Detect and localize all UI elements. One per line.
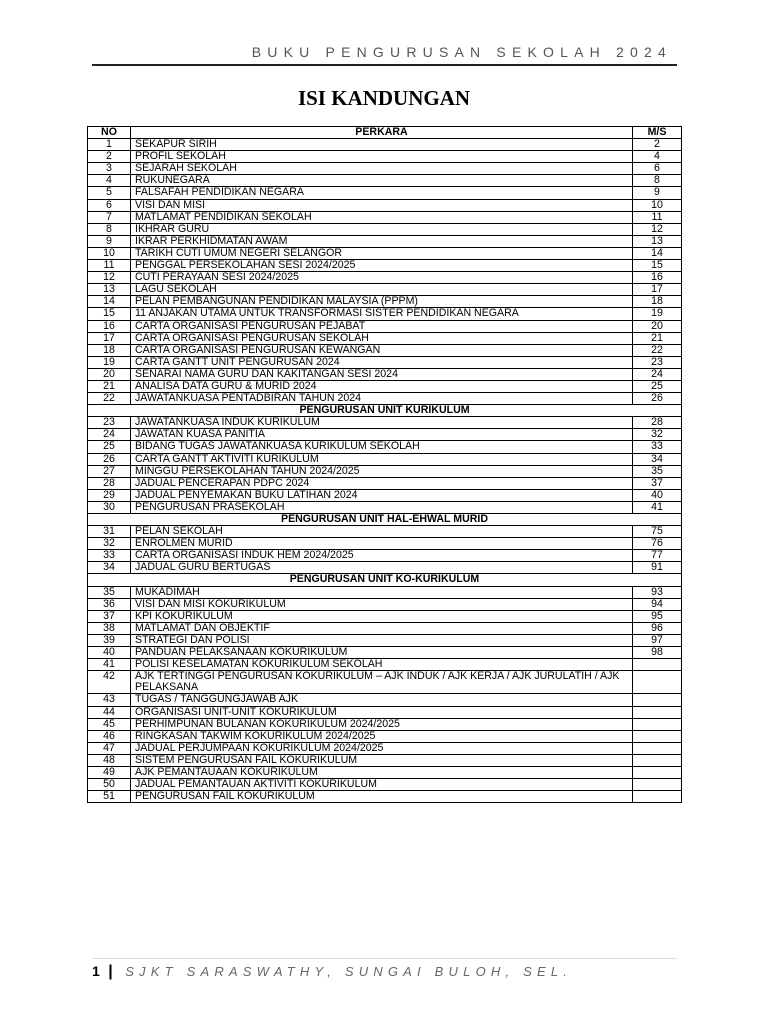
table-row	[88, 791, 682, 803]
table-row	[88, 754, 682, 766]
entry-number: 51	[88, 791, 131, 803]
entry-title: PELAN PEMBANGUNAN PENDIDIKAN MALAYSIA (PPPM)	[131, 296, 633, 308]
entry-title: BIDANG TUGAS JAWATANKUASA KURIKULUM SEKOLAH	[131, 441, 633, 453]
column-header-no: NO	[88, 127, 131, 139]
entry-number: 49	[88, 766, 131, 778]
entry-page: 21	[633, 332, 682, 344]
table-row	[88, 659, 682, 671]
entry-number: 9	[88, 235, 131, 247]
entry-title: PERHIMPUNAN BULANAN KOKURIKULUM 2024/2025	[131, 718, 633, 730]
entry-title: PENGURUSAN PRASEKOLAH	[131, 501, 633, 513]
entry-number: 46	[88, 730, 131, 742]
table-row	[88, 332, 682, 344]
entry-page: 11	[633, 211, 682, 223]
entry-title: PELAN SEKOLAH	[131, 526, 633, 538]
running-header: BUKU PENGURUSAN SEKOLAH 2024	[251, 44, 672, 60]
table-row	[88, 730, 682, 742]
entry-page: 16	[633, 272, 682, 284]
entry-number: 20	[88, 368, 131, 380]
entry-number: 5	[88, 187, 131, 199]
entry-number: 47	[88, 742, 131, 754]
entry-number: 48	[88, 754, 131, 766]
table-row	[88, 356, 682, 368]
entry-page: 2	[633, 139, 682, 151]
section-header-row	[88, 514, 682, 526]
entry-title: MINGGU PERSEKOLAHAN TAHUN 2024/2025	[131, 465, 633, 477]
school-name: SJKT SARASWATHY, SUNGAI BULOH, SEL.	[125, 964, 573, 979]
entry-title: ORGANISASI UNIT-UNIT KOKURIKULUM	[131, 706, 633, 718]
entry-page: 97	[633, 634, 682, 646]
entry-page: 95	[633, 610, 682, 622]
entry-number: 18	[88, 344, 131, 356]
entry-page: 18	[633, 296, 682, 308]
table-row	[88, 211, 682, 223]
entry-number: 41	[88, 659, 131, 671]
section-title: PENGURUSAN UNIT KURIKULUM	[88, 405, 682, 417]
table-row	[88, 526, 682, 538]
entry-title: PROFIL SEKOLAH	[131, 151, 633, 163]
entry-page: 20	[633, 320, 682, 332]
table-row	[88, 501, 682, 513]
table-row	[88, 247, 682, 259]
entry-number: 37	[88, 610, 131, 622]
section-title: PENGURUSAN UNIT HAL-EHWAL MURID	[88, 514, 682, 526]
entry-title: KPI KOKURIKULUM	[131, 610, 633, 622]
entry-number: 2	[88, 151, 131, 163]
table-row	[88, 779, 682, 791]
entry-number: 30	[88, 501, 131, 513]
entry-title: CARTA ORGANISASI PENGURUSAN PEJABAT	[131, 320, 633, 332]
entry-number: 21	[88, 380, 131, 392]
entry-title: PANDUAN PELAKSANAAN KOKURIKULUM	[131, 647, 633, 659]
entry-title: PENGGAL PERSEKOLAHAN SESI 2024/2025	[131, 260, 633, 272]
table-of-contents	[87, 126, 682, 803]
entry-number: 44	[88, 706, 131, 718]
entry-title: PENGURUSAN FAIL KOKURIKULUM	[131, 791, 633, 803]
entry-number: 29	[88, 489, 131, 501]
entry-title: RUKUNEGARA	[131, 175, 633, 187]
section-header-row	[88, 574, 682, 586]
entry-page	[633, 706, 682, 718]
entry-number: 50	[88, 779, 131, 791]
entry-page: 33	[633, 441, 682, 453]
entry-title: IKHRAR GURU	[131, 223, 633, 235]
entry-page: 75	[633, 526, 682, 538]
entry-title: JAWATANKUASA INDUK KURIKULUM	[131, 417, 633, 429]
entry-title: AJK TERTINGGI PENGURUSAN KOKURIKULUM – AJK INDUK / AJK KERJA / AJK JURULATIH / AJK PELAKSANA	[131, 671, 633, 694]
table-row	[88, 647, 682, 659]
entry-title: JADUAL PENYEMAKAN BUKU LATIHAN 2024	[131, 489, 633, 501]
table-row	[88, 610, 682, 622]
entry-page: 77	[633, 550, 682, 562]
table-row	[88, 260, 682, 272]
entry-page: 13	[633, 235, 682, 247]
entry-title: VISI DAN MISI	[131, 199, 633, 211]
table-row	[88, 175, 682, 187]
entry-number: 6	[88, 199, 131, 211]
entry-title: JADUAL PENCERAPAN PDPC 2024	[131, 477, 633, 489]
entry-page: 10	[633, 199, 682, 211]
table-row	[88, 671, 682, 694]
entry-page: 15	[633, 260, 682, 272]
entry-number: 34	[88, 562, 131, 574]
entry-number: 40	[88, 647, 131, 659]
entry-title: POLISI KESELAMATAN KOKURIKULUM SEKOLAH	[131, 659, 633, 671]
table-row	[88, 634, 682, 646]
page-number: 1	[92, 963, 100, 979]
entry-page: 35	[633, 465, 682, 477]
entry-number: 8	[88, 223, 131, 235]
entry-title: CARTA GANTT UNIT PENGURUSAN 2024	[131, 356, 633, 368]
table-row	[88, 308, 682, 320]
table-body	[88, 139, 682, 803]
entry-number: 3	[88, 163, 131, 175]
entry-page: 22	[633, 344, 682, 356]
entry-page: 12	[633, 223, 682, 235]
table-row	[88, 380, 682, 392]
entry-title: JADUAL PEMANTAUAN AKTIVITI KOKURIKULUM	[131, 779, 633, 791]
entry-page: 23	[633, 356, 682, 368]
entry-page: 34	[633, 453, 682, 465]
table-row	[88, 441, 682, 453]
entry-title: MATLAMAT PENDIDIKAN SEKOLAH	[131, 211, 633, 223]
table-row	[88, 272, 682, 284]
table-header-row	[88, 127, 682, 139]
page-footer	[92, 963, 572, 981]
entry-page: 9	[633, 187, 682, 199]
table-row	[88, 550, 682, 562]
footer-divider	[92, 958, 677, 959]
table-row	[88, 368, 682, 380]
entry-number: 10	[88, 247, 131, 259]
entry-page	[633, 694, 682, 706]
table-row	[88, 465, 682, 477]
entry-page: 93	[633, 586, 682, 598]
entry-page: 6	[633, 163, 682, 175]
entry-title: SEJARAH SEKOLAH	[131, 163, 633, 175]
page-title: ISI KANDUNGAN	[297, 86, 471, 110]
table-row	[88, 296, 682, 308]
entry-number: 42	[88, 671, 131, 694]
entry-page: 4	[633, 151, 682, 163]
entry-title: ENROLMEN MURID	[131, 538, 633, 550]
entry-number: 1	[88, 139, 131, 151]
entry-page	[633, 754, 682, 766]
entry-page: 40	[633, 489, 682, 501]
entry-page	[633, 766, 682, 778]
entry-number: 27	[88, 465, 131, 477]
entry-page: 76	[633, 538, 682, 550]
entry-page: 28	[633, 417, 682, 429]
entry-number: 17	[88, 332, 131, 344]
entry-title: JADUAL GURU BERTUGAS	[131, 562, 633, 574]
entry-page: 26	[633, 393, 682, 405]
entry-number: 36	[88, 598, 131, 610]
entry-number: 7	[88, 211, 131, 223]
table-row	[88, 706, 682, 718]
table-row	[88, 694, 682, 706]
entry-page	[633, 718, 682, 730]
footer-separator: |	[108, 963, 113, 980]
entry-title: JAWATAN KUASA PANITIA	[131, 429, 633, 441]
entry-page: 14	[633, 247, 682, 259]
entry-title: CARTA ORGANISASI PENGURUSAN KEWANGAN	[131, 344, 633, 356]
table-row	[88, 187, 682, 199]
entry-number: 13	[88, 284, 131, 296]
entry-page: 37	[633, 477, 682, 489]
entry-title: VISI DAN MISI KOKURIKULUM	[131, 598, 633, 610]
section-header-row	[88, 405, 682, 417]
entry-page: 24	[633, 368, 682, 380]
entry-number: 31	[88, 526, 131, 538]
header-divider	[92, 64, 677, 66]
entry-number: 28	[88, 477, 131, 489]
table-row	[88, 586, 682, 598]
table-row	[88, 622, 682, 634]
entry-number: 14	[88, 296, 131, 308]
entry-number: 23	[88, 417, 131, 429]
entry-page	[633, 742, 682, 754]
entry-title: FALSAFAH PENDIDIKAN NEGARA	[131, 187, 633, 199]
entry-title: STRATEGI DAN POLISI	[131, 634, 633, 646]
entry-number: 19	[88, 356, 131, 368]
table-row	[88, 163, 682, 175]
entry-number: 16	[88, 320, 131, 332]
entry-page: 41	[633, 501, 682, 513]
entry-page	[633, 659, 682, 671]
entry-page: 96	[633, 622, 682, 634]
column-header-page: M/S	[633, 127, 682, 139]
entry-title: IKRAR PERKHIDMATAN AWAM	[131, 235, 633, 247]
table-row	[88, 718, 682, 730]
entry-number: 38	[88, 622, 131, 634]
entry-number: 43	[88, 694, 131, 706]
entry-number: 12	[88, 272, 131, 284]
entry-page: 8	[633, 175, 682, 187]
table-row	[88, 742, 682, 754]
table-row	[88, 393, 682, 405]
entry-title: LAGU SEKOLAH	[131, 284, 633, 296]
entry-title: CARTA ORGANISASI PENGURUSAN SEKOLAH	[131, 332, 633, 344]
entry-page	[633, 671, 682, 694]
table-row	[88, 489, 682, 501]
entry-page: 94	[633, 598, 682, 610]
entry-number: 45	[88, 718, 131, 730]
entry-number: 22	[88, 393, 131, 405]
entry-number: 35	[88, 586, 131, 598]
entry-page: 32	[633, 429, 682, 441]
entry-title: RINGKASAN TAKWIM KOKURIKULUM 2024/2025	[131, 730, 633, 742]
entry-page: 25	[633, 380, 682, 392]
entry-page: 19	[633, 308, 682, 320]
column-header-item: PERKARA	[131, 127, 633, 139]
entry-number: 11	[88, 260, 131, 272]
entry-number: 24	[88, 429, 131, 441]
entry-title: JADUAL PERJUMPAAN KOKURIKULUM 2024/2025	[131, 742, 633, 754]
entry-title: SEKAPUR SIRIH	[131, 139, 633, 151]
entry-title: AJK PEMANTAUAAN KOKURIKULUM	[131, 766, 633, 778]
table-row	[88, 598, 682, 610]
entry-page: 98	[633, 647, 682, 659]
section-title: PENGURUSAN UNIT KO-KURIKULUM	[88, 574, 682, 586]
entry-number: 25	[88, 441, 131, 453]
entry-number: 32	[88, 538, 131, 550]
table-row	[88, 284, 682, 296]
entry-number: 39	[88, 634, 131, 646]
entry-title: SENARAI NAMA GURU DAN KAKITANGAN SESI 2024	[131, 368, 633, 380]
entry-title: MUKADIMAH	[131, 586, 633, 598]
entry-page: 17	[633, 284, 682, 296]
table-row	[88, 429, 682, 441]
table-row	[88, 199, 682, 211]
entry-title: TARIKH CUTI UMUM NEGERI SELANGOR	[131, 247, 633, 259]
entry-title: TUGAS / TANGGUNGJAWAB AJK	[131, 694, 633, 706]
entry-page: 91	[633, 562, 682, 574]
entry-title: MATLAMAT DAN OBJEKTIF	[131, 622, 633, 634]
entry-page	[633, 730, 682, 742]
table-row	[88, 766, 682, 778]
entry-title: 11 ANJAKAN UTAMA UNTUK TRANSFORMASI SISTER PENDIDIKAN NEGARA	[131, 308, 633, 320]
table-row	[88, 151, 682, 163]
entry-number: 26	[88, 453, 131, 465]
entry-page	[633, 791, 682, 803]
entry-title: SISTEM PENGURUSAN FAIL KOKURIKULUM	[131, 754, 633, 766]
entry-title: ANALISA DATA GURU & MURID 2024	[131, 380, 633, 392]
table-row	[88, 235, 682, 247]
entry-title: CUTI PERAYAAN SESI 2024/2025	[131, 272, 633, 284]
table-row	[88, 538, 682, 550]
entry-title: CARTA GANTT AKTIVITI KURIKULUM	[131, 453, 633, 465]
table-row	[88, 320, 682, 332]
entry-title: JAWATANKUASA PENTADBIRAN TAHUN 2024	[131, 393, 633, 405]
table-row	[88, 453, 682, 465]
table-row	[88, 477, 682, 489]
entry-number: 33	[88, 550, 131, 562]
table-row	[88, 562, 682, 574]
entry-number: 4	[88, 175, 131, 187]
table-row	[88, 344, 682, 356]
entry-title: CARTA ORGANISASI INDUK HEM 2024/2025	[131, 550, 633, 562]
entry-page	[633, 779, 682, 791]
table-row	[88, 139, 682, 151]
entry-number: 15	[88, 308, 131, 320]
table-row	[88, 417, 682, 429]
table-row	[88, 223, 682, 235]
